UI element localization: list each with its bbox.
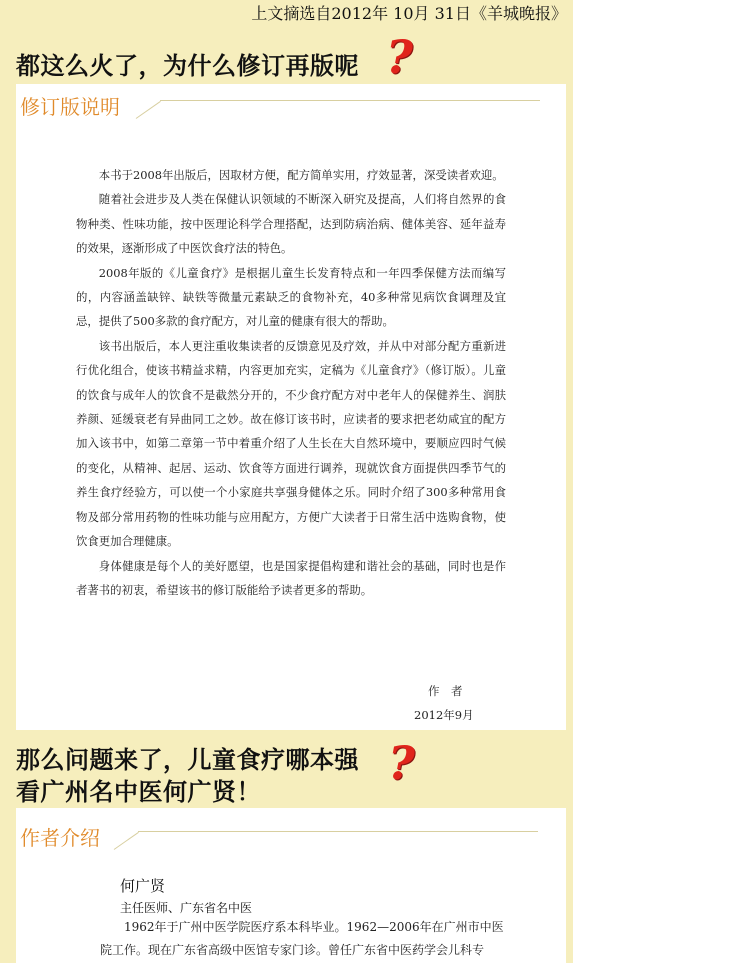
signature-date: 2012年9月 [414, 708, 474, 722]
paragraph: 身体健康是每个人的美好愿望，也是国家提倡构建和谐社会的基础，同时也是作者著书的初衷，希望该书的修订版能给予读者更多的帮助。 [76, 558, 506, 597]
signature-author: 作 者 [428, 684, 463, 698]
question-mark-icon: ? [388, 736, 415, 790]
section1-headline: 都这么火了，为什么修订再版呢 [16, 52, 359, 80]
author-bio-text: 1962年于广州中医学院医疗系本科毕业。1962—2006年在广州市中医院工作。现在广东省高级中医馆专家门诊。曾任广东省中医药学会儿科专 [100, 920, 504, 957]
paragraph: 随着社会进步及人类在保健认识领域的不断深入研究及提高，人们将自然界的食物种类、性味功能，按中医理论科学合理搭配，达到防病治病、健体美容、延年益寿的效果，逐渐形成了中医饮食疗法的特色。 [76, 192, 506, 256]
author-bio [100, 916, 510, 962]
source-line: 上文摘选自2012年 10月 31日《羊城晚报》 [0, 0, 573, 28]
revision-note-body [76, 163, 506, 602]
author-name: 何广贤 [120, 877, 166, 895]
question-mark-icon: ? [386, 30, 413, 84]
paragraph: 该书出版后，本人更注重收集读者的反馈意见及疗效，并从中对部分配方重新进行优化组合，使该书精益求精，内容更加充实，定稿为《儿童食疗》（修订版）。儿童的饮食与成年人的饮食不是截然分开的，不少食疗配方对中老年人的保健养生、润肤养颜、延缓衰老有异曲同工之妙。故在修订该书时，应读者的要求把老幼咸宜的配方加入该书中，如第二章第一节中着重介绍了人生长在大自然环境中，要顺应四时气候的变化，从精神、起居、运动、饮食等方面进行调养，现就饮食方面提供四季节气的养生食疗经验方，可以使一个小家庭共享强身健体之乐。同时介绍了300多种常用食物及部分常用药物的性味功能与应用配方，方便广大读者于日常生活中选购食物，使饮食更加合理健康。 [76, 338, 506, 549]
section2-headline-line1: 那么问题来了，儿童食疗哪本强 [16, 746, 359, 774]
author-intro-title: 作者介绍 [20, 826, 100, 850]
section2-headline-line2: 看广州名中医何广贤！ [16, 778, 261, 806]
paragraph: 2008年版的《儿童食疗》是根据儿童生长发育特点和一年四季保健方法而编写的，内容涵盖缺锌、缺铁等微量元素缺乏的食物补充，40多种常见病饮食调理及宜忌，提供了500多款的食疗配方，对儿童的健康有很大的帮助。 [76, 265, 506, 329]
paragraph: 本书于2008年出版后，因取材方便，配方简单实用，疗效显著，深受读者欢迎。 [98, 168, 504, 182]
title-divider [160, 100, 540, 101]
title-divider [138, 831, 538, 832]
author-role: 主任医师、广东省名中医 [120, 901, 253, 915]
revision-note-title: 修订版说明 [20, 95, 120, 119]
